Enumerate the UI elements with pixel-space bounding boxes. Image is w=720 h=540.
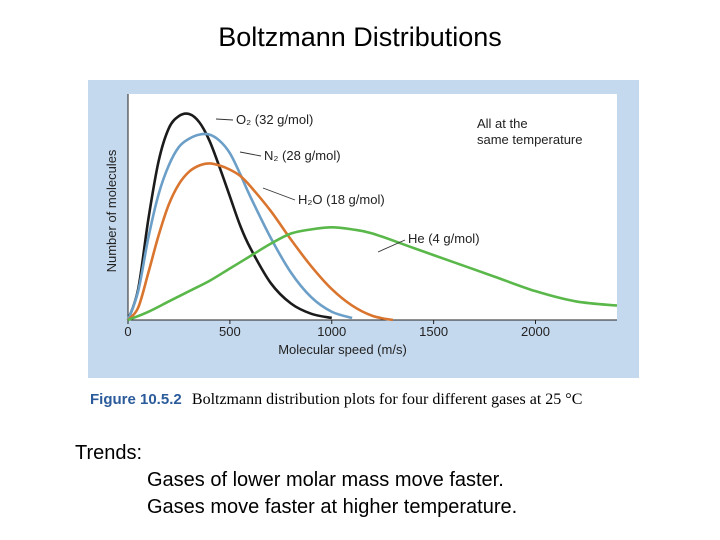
trends-block <box>75 440 517 521</box>
he-label: He (4 g/mol) <box>408 231 480 246</box>
annotation-line: All at the <box>477 116 528 131</box>
y-axis-label: Number of molecules <box>104 149 119 273</box>
o2-label: O₂ (32 g/mol) <box>236 112 314 127</box>
x-tick-label: 500 <box>219 324 241 339</box>
x-tick-label: 0 <box>124 324 132 339</box>
x-tick-label: 1000 <box>317 324 347 339</box>
trend-item: Gases move faster at higher temperature. <box>147 496 518 518</box>
x-tick-label: 1500 <box>419 324 449 339</box>
figure-caption <box>90 391 650 409</box>
figure-caption-text: Boltzmann distribution plots for four different gases at 25 °C <box>191 391 583 408</box>
figure-number: Figure 10.5.2 <box>90 391 182 408</box>
trend-item: Gases of lower molar mass move faster. <box>147 469 504 491</box>
n2-label: N₂ (28 g/mol) <box>264 148 341 163</box>
trends-heading: Trends: <box>75 442 143 464</box>
slide-title: Boltzmann Distributions <box>218 22 502 52</box>
annotation-line: same temperature <box>477 132 583 147</box>
x-tick-label: 2000 <box>521 324 550 339</box>
x-axis-label: Molecular speed (m/s) <box>278 342 407 357</box>
boltzmann-chart <box>88 80 639 378</box>
h2o-label: H₂O (18 g/mol) <box>298 192 385 207</box>
figure-panel <box>88 80 639 378</box>
